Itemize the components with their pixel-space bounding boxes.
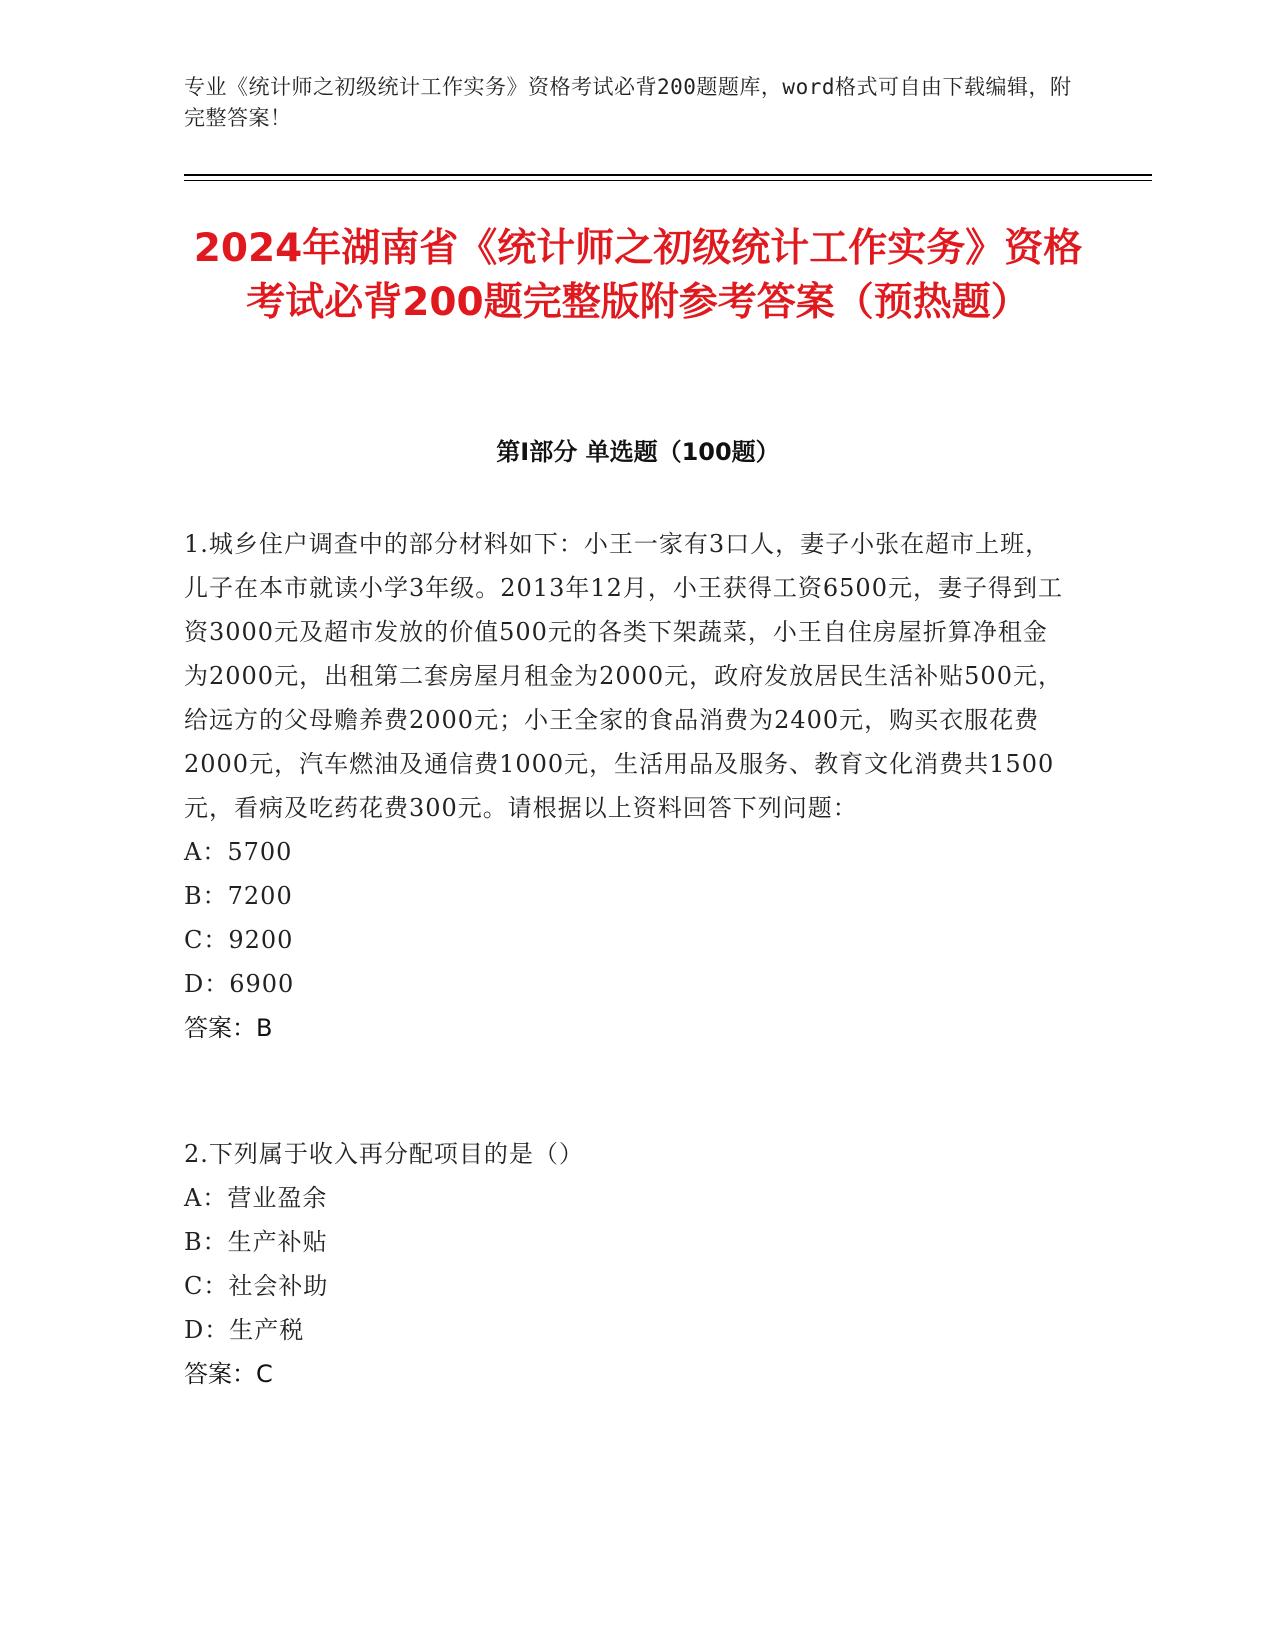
option-d: D：6900 xyxy=(184,970,295,998)
option-b: B：生产补贴 xyxy=(184,1228,328,1256)
answer-line: 答案：C xyxy=(184,1360,273,1388)
question-item xyxy=(184,522,1064,1050)
question-item xyxy=(184,1132,1084,1396)
question-stem: 2.下列属于收入再分配项目的是（） xyxy=(184,1140,584,1168)
option-a: A：5700 xyxy=(184,838,293,866)
header-note: 专业《统计师之初级统计工作实务》资格考试必背200题题库，word格式可自由下载编辑，附完整答案！ xyxy=(184,75,1072,130)
question-stem: 1.城乡住户调查中的部分材料如下：小王一家有3口人，妻子小张在超市上班，儿子在本市就读小学3年级。2013年12月，小王获得工资6500元，妻子得到工资3000元及超市发放的价值500元的各类下架蔬菜，小王自住房屋折算净租金为2000元，出租第二套房屋月租金为2000元，政府发放居民生活补贴500元，给远方的父母赡养费2000元；小王全家的食品消费为2400元，购买衣服花费2000元，汽车燃油及通信费1000元，生活用品及服务、教育文化消费共1500元，看病及吃药花费300元。请根据以上资料回答下列问题： xyxy=(184,530,1063,822)
option-c: C：9200 xyxy=(184,926,294,954)
section-heading: 第I部分 单选题（100题） xyxy=(496,438,780,466)
option-a: A：营业盈余 xyxy=(184,1184,328,1212)
answer-line: 答案：B xyxy=(184,1014,273,1042)
option-c: C：社会补助 xyxy=(184,1272,329,1300)
header-divider-thick xyxy=(184,174,1152,176)
option-d: D：生产税 xyxy=(184,1316,305,1344)
header-divider-thin xyxy=(184,180,1152,181)
option-b: B：7200 xyxy=(184,882,293,910)
document-title: 2024年湖南省《统计师之初级统计工作实务》资格考试必背200题完整版附参考答案（预热题） xyxy=(193,226,1083,325)
